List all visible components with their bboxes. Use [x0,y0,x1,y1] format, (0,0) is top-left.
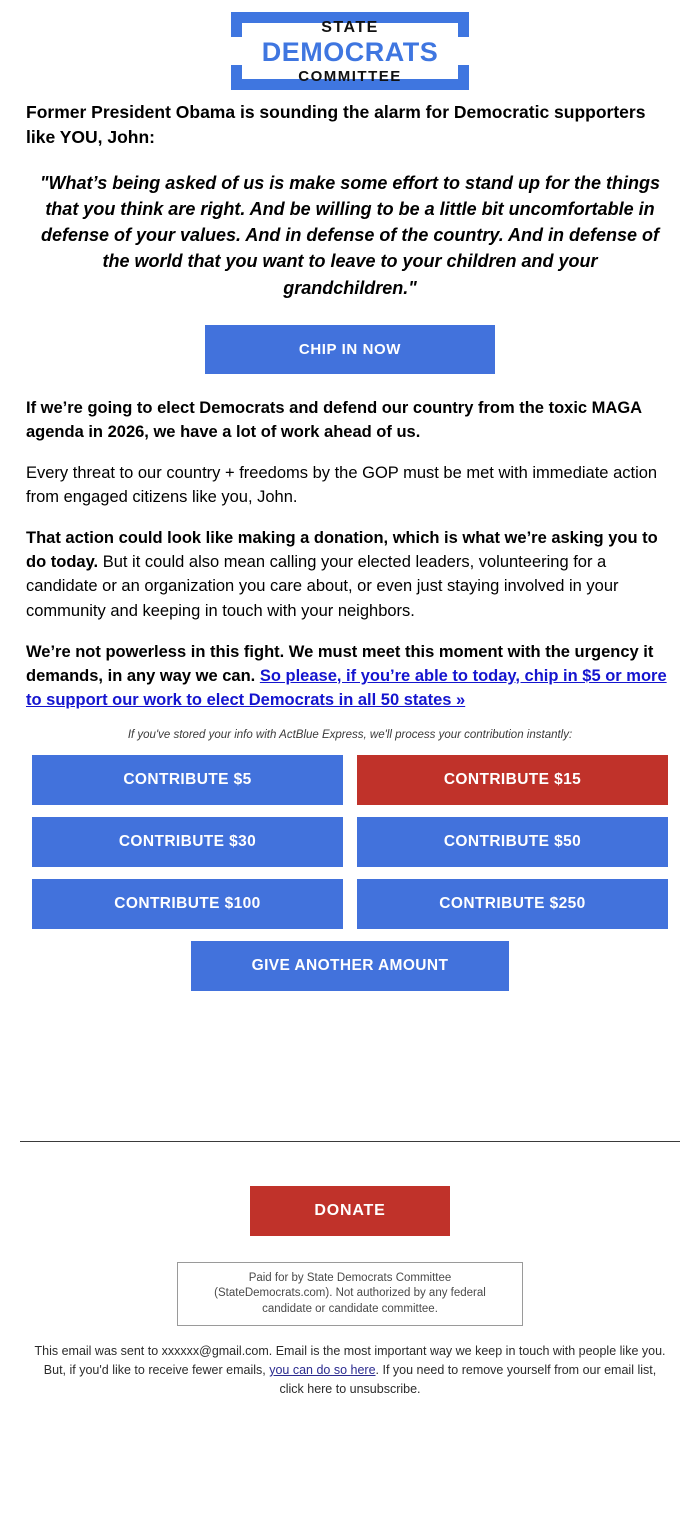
footer-note-part1: This email was sent to xxxxxx@gmail.com. Email is the most important way we keep in touch with people like you. But, if you'd like to receive fewer emails, [34,1344,666,1378]
lead-headline: Former President Obama is sounding the alarm for Democratic supporters like YOU, John: [26,102,646,147]
contribute-5-button[interactable]: CONTRIBUTE $5 [32,755,343,805]
footer-note [0,1326,700,1398]
donate-button-row [0,1186,700,1236]
state-democrats-committee-logo [231,12,469,90]
footer-divider [20,1141,680,1142]
contribute-250-button[interactable]: CONTRIBUTE $250 [357,879,668,929]
other-amount-row [26,941,674,991]
contribution-amount-grid [26,755,674,929]
manage-preferences-link[interactable]: you can do so here [269,1363,376,1378]
paid-for-row [0,1262,700,1327]
paragraph-not-powerless-bold: We’re not powerless in this fight. We must meet this moment with the urgency it demands, in any way we can. [26,642,654,685]
footer-note-part2: . If you need to remove yourself from our email list, click here to unsubscribe. [279,1363,657,1396]
contribute-50-button[interactable]: CONTRIBUTE $50 [357,817,668,867]
footer-spacer [0,991,700,1141]
obama-quote: "What’s being asked of us is make some effort to stand up for the things that you think are right. And be willing to be a little bit uncomfortable in defense of your values. And in defense of the country. And in defense of the world that you want to leave to your children and your grandchildren." [40,172,660,298]
paragraph-that-action-rest: But it could also mean calling your elected leaders, volunteering for a candidate or an organization you care about, or even just staying involved in your community and keeping in touch with your neighbors. [26,553,619,620]
email-content [0,100,700,991]
logo-header [0,0,700,100]
paragraph-that-action-bold: That action could look like making a donation, which is what we’re asking you to do today. [26,529,658,572]
actblue-express-note: If you've stored your info with ActBlue Express, we'll process your contribution instantly: [127,728,573,741]
paragraph-every-threat: Every threat to our country + freedoms by the GOP must be met with immediate action from engaged citizens like you, John. [26,464,658,507]
paragraph-not-powerless [26,640,674,712]
chip-in-button-row [26,325,674,374]
paragraph-that-action [26,526,674,622]
logo-text-group [231,12,469,90]
logo-line-committee: COMMITTEE [298,67,402,85]
give-another-amount-button[interactable]: GIVE ANOTHER AMOUNT [191,941,509,991]
contribute-100-button[interactable]: CONTRIBUTE $100 [32,879,343,929]
contribute-15-button[interactable]: CONTRIBUTE $15 [357,755,668,805]
chip-in-now-button[interactable]: CHIP IN NOW [205,325,495,374]
logo-line-democrats: DEMOCRATS [261,36,439,67]
paragraph-elect-democrats: If we’re going to elect Democrats and defend our country from the toxic MAGA agenda in 2026, we have a lot of work ahead of us. [26,399,642,442]
chip-in-inline-link[interactable]: So please, if you’re able to today, chip in $5 or more to support our work to elect Democrats in all 50 states » [26,666,667,709]
donate-button[interactable]: DONATE [250,1186,450,1236]
paid-for-disclaimer: Paid for by State Democrats Committee (StateDemocrats.com). Not authorized by any federal candidate or candidate committee. [177,1262,523,1327]
logo-line-state: STATE [321,18,379,36]
contribute-30-button[interactable]: CONTRIBUTE $30 [32,817,343,867]
